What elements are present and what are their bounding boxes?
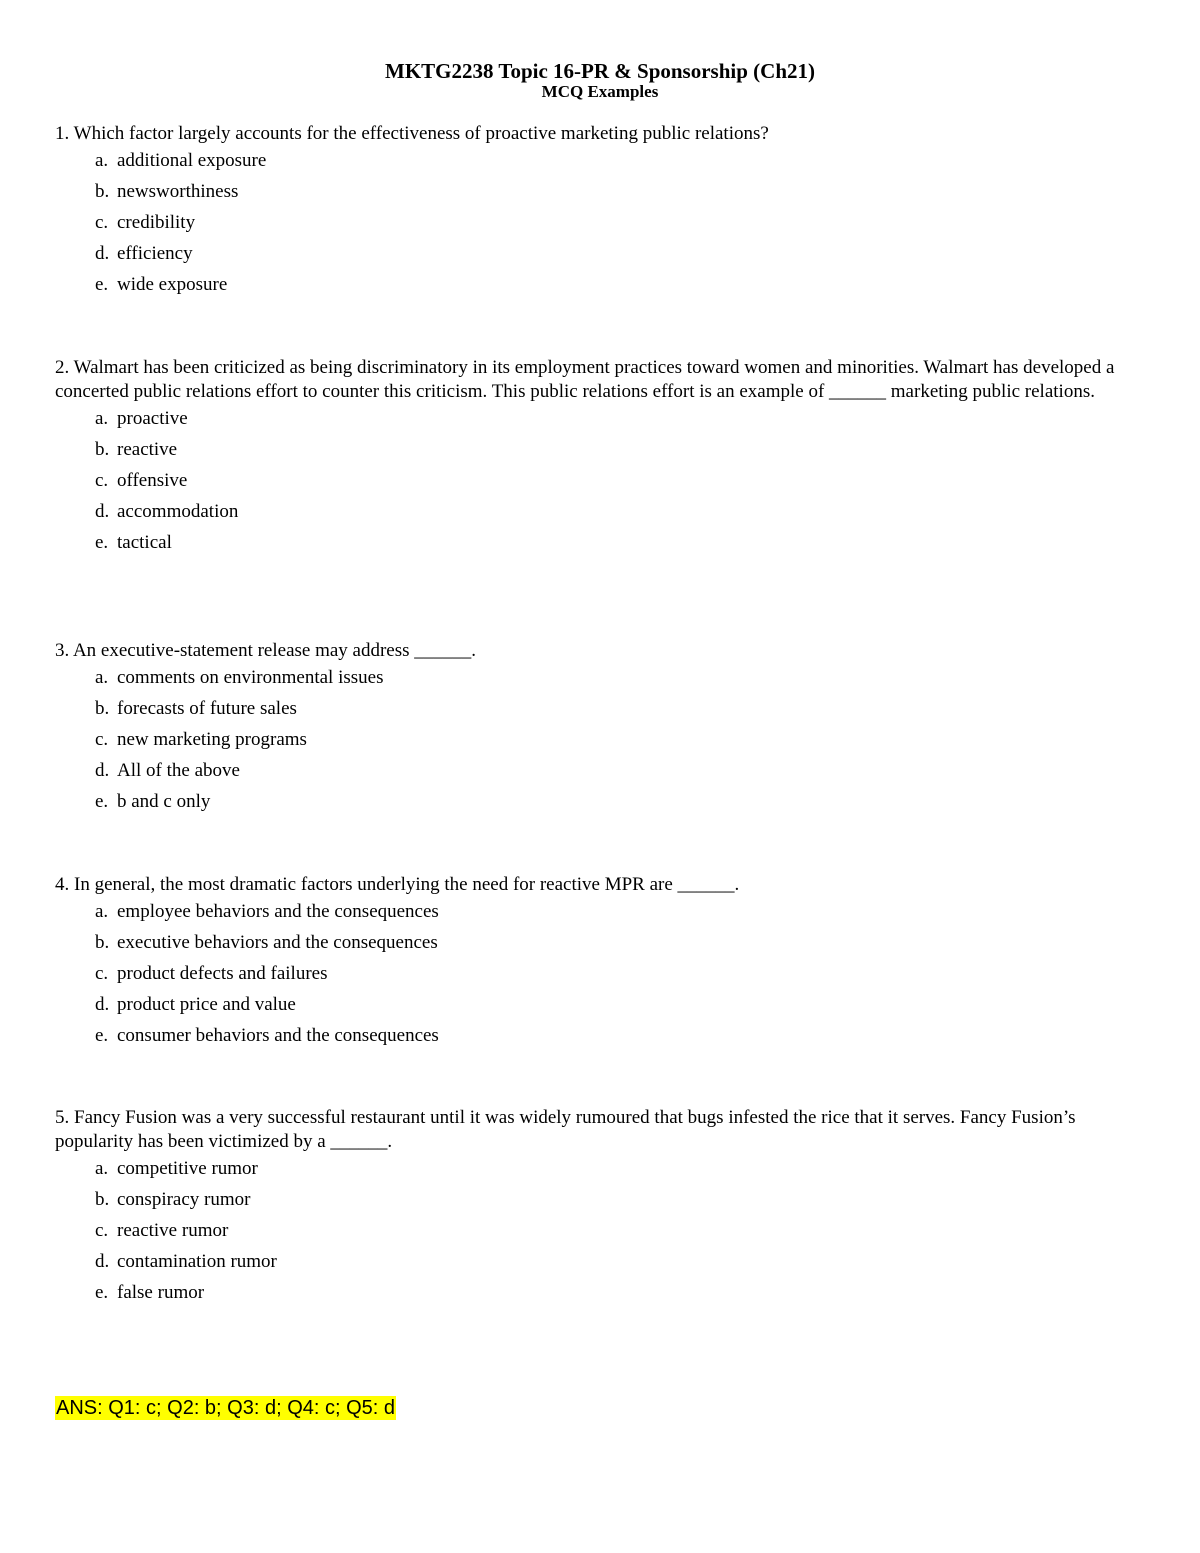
option-letter: a. [95,667,109,688]
option-c [95,962,1145,993]
question-stem: 2. Walmart has been criticized as being discriminatory in its employment practices toward women and minorities. Walmart has developed a concerted public relations effort to counter this criticism. This public relations effort is an example of ______ marketing public relations. [55,357,1115,402]
option-letter: c. [95,729,109,750]
option-text: offensive [117,470,188,491]
option-letter: d. [95,243,110,264]
option-d [95,500,1145,531]
option-letter: b. [95,1189,110,1210]
option-text: proactive [117,408,188,429]
option-text: reactive [117,439,178,460]
option-letter: c. [95,470,109,491]
option-text: new marketing programs [117,729,307,750]
option-letter: e. [95,274,109,295]
option-b [95,180,1145,211]
question-1 [55,122,1145,304]
question-4 [55,873,1145,1055]
option-e [95,790,1145,821]
option-e [95,273,1145,304]
option-letter: b. [95,698,110,719]
document-subtitle: MCQ Examples [541,82,659,101]
option-text: comments on environmental issues [117,667,384,688]
question-5 [55,1106,1145,1312]
option-letter: c. [95,212,109,233]
option-text: accommodation [117,501,239,522]
option-text: credibility [117,212,196,233]
option-a [95,900,1145,931]
option-letter: e. [95,791,109,812]
option-letter: b. [95,932,110,953]
option-letter: d. [95,501,110,522]
option-b [95,931,1145,962]
option-e [95,1024,1145,1055]
option-text: reactive rumor [117,1220,229,1241]
option-c [95,728,1145,759]
option-text: newsworthiness [117,181,239,202]
option-letter: b. [95,439,110,460]
option-text: efficiency [117,243,193,264]
option-text: product price and value [117,994,296,1015]
option-d [95,242,1145,273]
option-text: consumer behaviors and the consequences [117,1025,439,1046]
question-stem: 3. An executive-statement release may address ______. [55,640,477,661]
option-d [95,759,1145,790]
option-letter: c. [95,1220,109,1241]
option-text: tactical [117,532,172,553]
option-text: All of the above [117,760,240,781]
option-a [95,407,1145,438]
option-letter: d. [95,994,110,1015]
option-c [95,1219,1145,1250]
question-stem: 1. Which factor largely accounts for the effectiveness of proactive marketing public relations? [55,123,769,144]
option-letter: a. [95,1158,109,1179]
option-text: executive behaviors and the consequences [117,932,438,953]
option-letter: c. [95,963,109,984]
option-d [95,993,1145,1024]
option-text: contamination rumor [117,1251,277,1272]
question-stem: 5. Fancy Fusion was a very successful restaurant until it was widely rumoured that bugs infested the rice that it serves. Fancy Fusion’s popularity has been victimized by a ______. [55,1107,1076,1152]
option-list [55,1157,1145,1312]
option-list [55,149,1145,304]
option-text: wide exposure [117,274,228,295]
option-text: forecasts of future sales [117,698,297,719]
option-text: product defects and failures [117,963,328,984]
option-a [95,1157,1145,1188]
option-e [95,1281,1145,1312]
option-b [95,438,1145,469]
option-letter: e. [95,1282,109,1303]
option-text: conspiracy rumor [117,1189,251,1210]
question-3 [55,639,1145,821]
option-text: additional exposure [117,150,267,171]
option-list [55,666,1145,821]
question-2 [55,356,1145,562]
option-list [55,407,1145,562]
question-stem: 4. In general, the most dramatic factors underlying the need for reactive MPR are ______. [55,874,740,895]
document-title: MKTG2238 Topic 16-PR & Sponsorship (Ch21) [385,59,815,83]
option-list [55,900,1145,1055]
option-a [95,666,1145,697]
option-text: false rumor [117,1282,205,1303]
option-e [95,531,1145,562]
option-letter: d. [95,760,110,781]
option-letter: b. [95,181,110,202]
option-letter: e. [95,1025,109,1046]
option-letter: a. [95,150,109,171]
option-c [95,469,1145,500]
option-text: competitive rumor [117,1158,258,1179]
option-c [95,211,1145,242]
option-text: b and c only [117,791,211,812]
option-text: employee behaviors and the consequences [117,901,439,922]
option-b [95,1188,1145,1219]
answer-key: ANS: Q1: c; Q2: b; Q3: d; Q4: c; Q5: d [56,1397,396,1419]
option-letter: e. [95,532,109,553]
option-letter: d. [95,1251,110,1272]
option-b [95,697,1145,728]
option-a [95,149,1145,180]
option-letter: a. [95,901,109,922]
option-d [95,1250,1145,1281]
option-letter: a. [95,408,109,429]
